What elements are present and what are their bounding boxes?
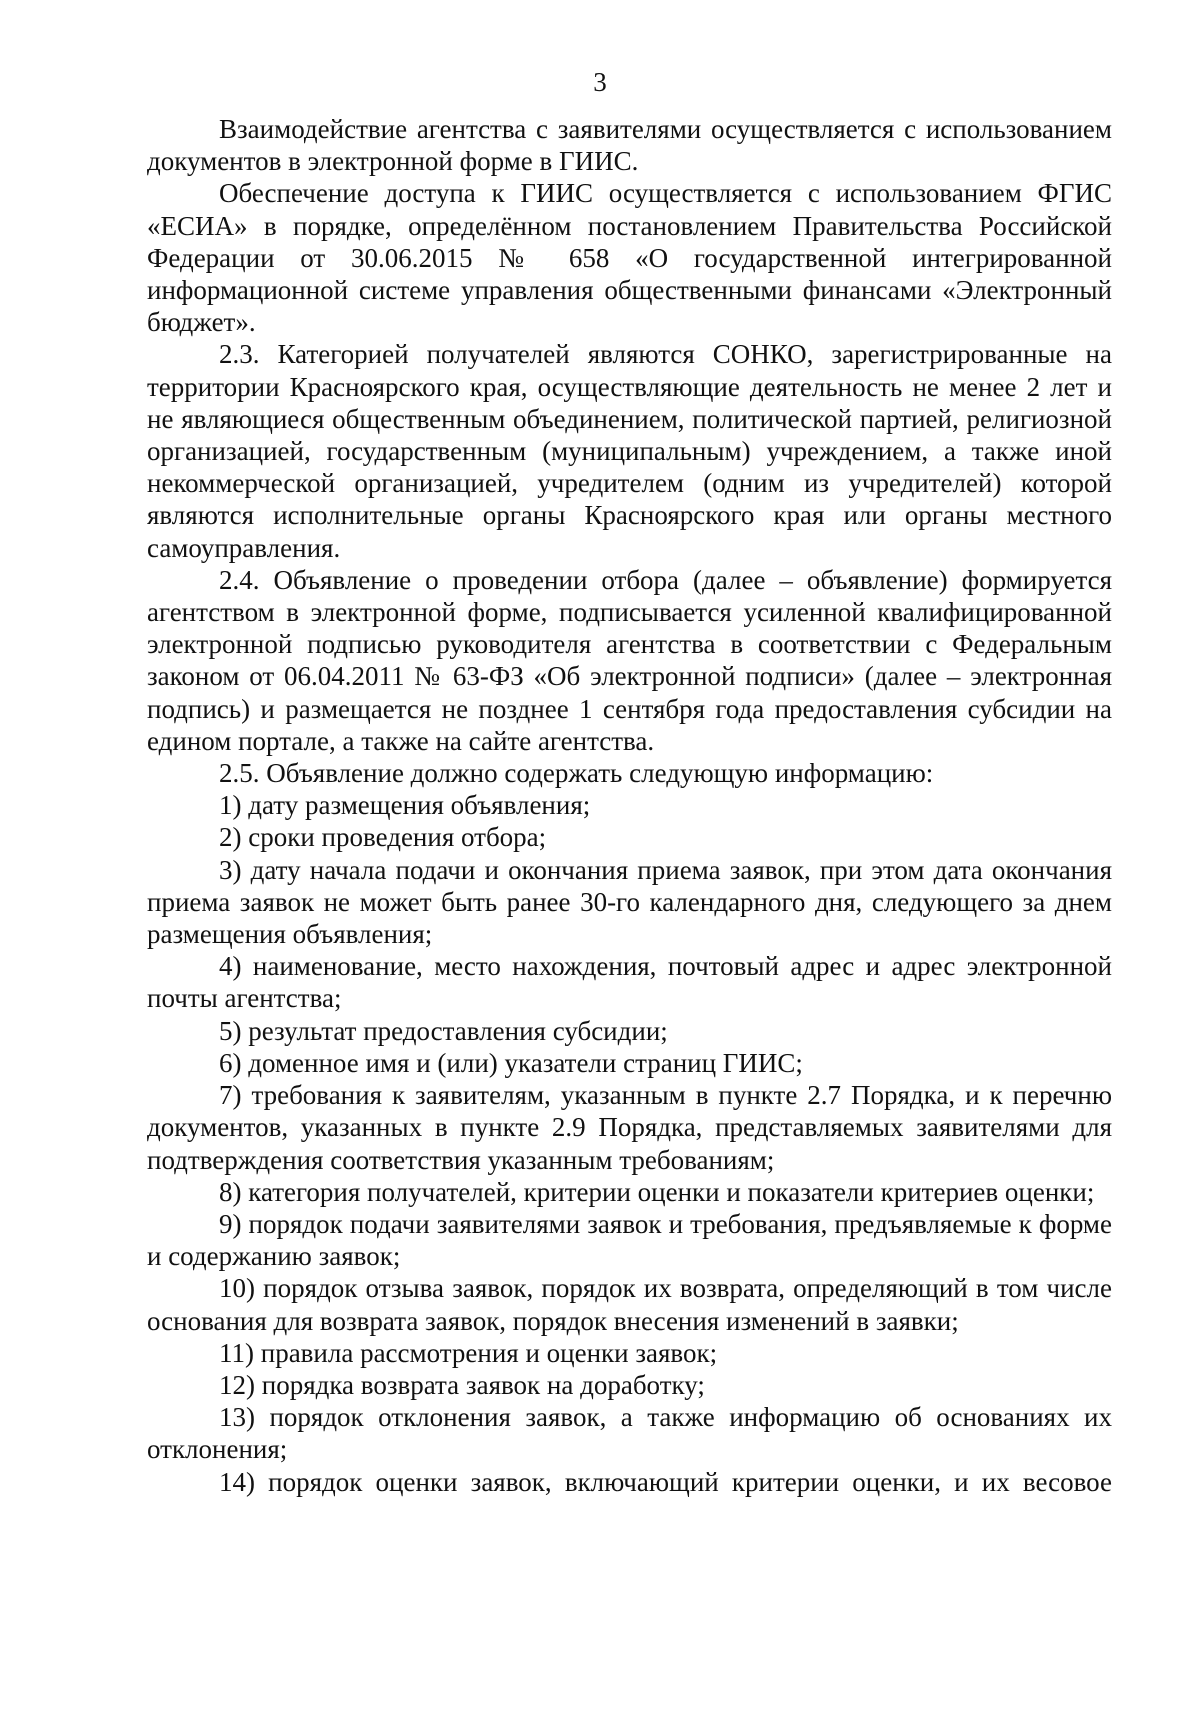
list-item-5: 5) результат предоставления субсидии;: [219, 1015, 668, 1046]
list-item-11: 11) правила рассмотрения и оценки заявок;: [219, 1337, 718, 1368]
list-item-10: 10) порядок отзыва заявок, порядок их возврата, определяющий в том числе основания для возврата заявок, порядок внесения изменений в заявки;: [147, 1273, 1112, 1336]
list-item-4: 4) наименование, место нахождения, почтовый адрес и адрес электронной почты агентства;: [147, 951, 1112, 1014]
page-number: 3: [593, 67, 607, 97]
list-item-2: 2) сроки проведения отбора;: [219, 822, 547, 853]
list-item-14: 14) порядок оценки заявок, включающий критерии оценки, и их весовое: [219, 1466, 1112, 1497]
paragraph-2: Обеспечение доступа к ГИИС осуществляется с использованием ФГИС «ЕСИА» в порядке, определённом постановлением Правительства Российской Федерации от 30.06.2015 № 658 «О государственной интегрированной информационной системе управления общественными финансами «Электронный бюджет».: [147, 178, 1112, 338]
list-item-7: 7) требования к заявителям, указанным в пункте 2.7 Порядка, и к перечню документов, указанных в пункте 2.9 Порядка, представляемых заявителями для подтверждения соответствия указанным требованиям;: [147, 1080, 1112, 1175]
list-item-8: 8) категория получателей, критерии оценки и показатели критериев оценки;: [219, 1176, 1095, 1207]
list-item-3: 3) дату начала подачи и окончания приема заявок, при этом дата окончания приема заявок не может быть ранее 30-го календарного дня, следующего за днем размещения объявления;: [147, 854, 1112, 950]
list-item-13: 13) порядок отклонения заявок, а также информацию об основаниях их отклонения;: [147, 1402, 1112, 1465]
paragraph-1: Взаимодействие агентства с заявителями осуществляется с использованием документов в электронной форме в ГИИС.: [147, 114, 1112, 177]
list-item-6: 6) доменное имя и (или) указатели страниц ГИИС;: [219, 1047, 803, 1078]
paragraph-2-3: 2.3. Категорией получателей являются СОНКО, зарегистрированные на территории Красноярского края, осуществляющие деятельность не менее 2 лет и не являющиеся общественным объединением, политической партией, религиозной организацией, государственным (муниципальным) учреждением, а также иной некоммерческой организацией, учредителем (одним из учредителей) которой являются исполнительные органы Красноярского края или органы местного самоуправления.: [147, 339, 1112, 563]
paragraph-2-5: 2.5. Объявление должно содержать следующую информацию:: [219, 758, 934, 789]
list-item-1: 1) дату размещения объявления;: [219, 790, 591, 821]
list-item-12: 12) порядка возврата заявок на доработку;: [219, 1369, 705, 1400]
paragraph-2-4: 2.4. Объявление о проведении отбора (далее – объявление) формируется агентством в электронной форме, подписывается усиленной квалифицированной электронной подписью руководителя агентства в соответствии с Федеральным законом от 06.04.2011 № 63-ФЗ «Об электронной подписи» (далее – электронная подпись) и размещается не позднее 1 сентября года предоставления субсидии на едином портале, а также на сайте агентства.: [147, 564, 1112, 756]
list-item-9: 9) порядок подачи заявителями заявок и требования, предъявляемые к форме и содержанию заявок;: [147, 1208, 1112, 1272]
document-body: [147, 113, 1112, 1498]
